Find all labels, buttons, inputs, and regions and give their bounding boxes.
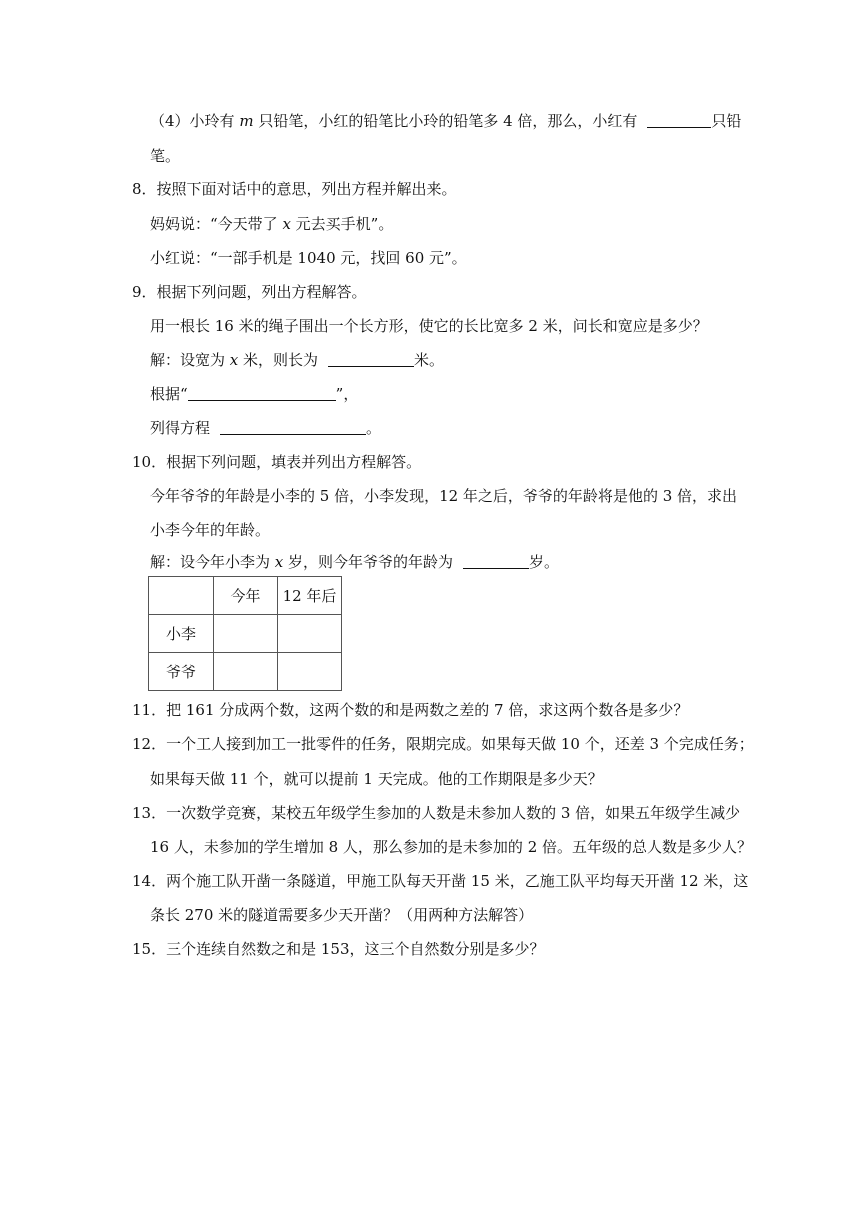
table-cell[interactable] bbox=[278, 653, 342, 691]
table-cell[interactable] bbox=[214, 615, 278, 653]
q8-text: 妈妈说：“今天带了 bbox=[150, 215, 283, 233]
q12-line1: 12．一个工人接到加工一批零件的任务，限期完成。如果每天做 10 个，还差 3 个完成任务； bbox=[132, 735, 754, 753]
q7-text: 只铅 bbox=[711, 112, 742, 130]
q9-equation-line bbox=[150, 418, 381, 438]
q9-text: 米。 bbox=[414, 351, 445, 369]
answer-blank[interactable] bbox=[328, 352, 414, 367]
table-header-cell: 12 年后 bbox=[278, 577, 342, 615]
variable-x: x bbox=[274, 553, 284, 571]
q9-problem: 用一根长 16 米的绳子围出一个长方形，使它的长比宽多 2 米，问长和宽应是多少？ bbox=[150, 317, 708, 335]
answer-blank[interactable] bbox=[463, 554, 529, 569]
q8-hong-line: 小红说：“一部手机是 1040 元，找回 60 元”。 bbox=[150, 249, 467, 267]
q11-text: 11．把 161 分成两个数，这两个数的和是两数之差的 7 倍，求这两个数各是多少？ bbox=[132, 701, 689, 719]
q8-text: 元去买手机”。 bbox=[290, 215, 394, 233]
q7-part4-line1 bbox=[150, 111, 741, 131]
q9-text: 。 bbox=[366, 419, 382, 437]
q13-line2: 16 人，未参加的学生增加 8 人，那么参加的是未参加的 2 倍。五年级的总人数是多少人？ bbox=[150, 838, 753, 856]
q10-solution-line bbox=[150, 552, 559, 572]
q9-solution-line bbox=[150, 350, 444, 370]
table-header-cell: 今年 bbox=[214, 577, 278, 615]
q9-text: ”， bbox=[335, 385, 359, 403]
variable-x: x bbox=[282, 215, 291, 233]
q9-title: 9．根据下列问题，列出方程解答。 bbox=[132, 283, 367, 301]
table-cell[interactable] bbox=[214, 653, 278, 691]
table-cell[interactable] bbox=[278, 615, 342, 653]
q10-text: 岁，则今年爷爷的年龄为 bbox=[283, 553, 454, 571]
table-header-cell bbox=[149, 577, 214, 615]
q10-text: 解：设今年小李为 bbox=[150, 553, 275, 571]
q13-line1: 13．一次数学竞赛，某校五年级学生参加的人数是未参加人数的 3 倍，如果五年级学生减少 bbox=[132, 804, 741, 822]
q8-title: 8．按照下面对话中的意思，列出方程并解出来。 bbox=[132, 180, 457, 198]
table-row bbox=[149, 653, 342, 691]
q10-problem-line1: 今年爷爷的年龄是小李的 5 倍，小李发现，12 年之后，爷爷的年龄将是他的 3 倍，求出 bbox=[150, 487, 738, 505]
answer-blank[interactable] bbox=[647, 113, 711, 128]
q12-line2: 如果每天做 11 个，就可以提前 1 天完成。他的工作期限是多少天？ bbox=[150, 770, 603, 788]
q7-text: 只铅笔，小红的铅笔比小玲的铅笔多 4 倍，那么，小红有 bbox=[253, 112, 638, 130]
table-row-label: 小李 bbox=[149, 615, 214, 653]
age-table bbox=[148, 576, 342, 691]
q10-title: 10．根据下列问题，填表并列出方程解答。 bbox=[132, 453, 422, 471]
table-header-row bbox=[149, 577, 342, 615]
q15-text: 15．三个连续自然数之和是 153，这三个自然数分别是多少？ bbox=[132, 940, 545, 958]
variable-x: x bbox=[229, 351, 239, 369]
answer-blank[interactable] bbox=[220, 420, 366, 435]
q14-line2: 条长 270 米的隧道需要多少天开凿？（用两种方法解答） bbox=[150, 906, 534, 924]
q9-basis-line bbox=[150, 384, 358, 404]
table-row-label: 爷爷 bbox=[149, 653, 214, 691]
q10-problem-line2: 小李今年的年龄。 bbox=[150, 521, 271, 539]
q7-part4-line2: 笔。 bbox=[150, 147, 181, 165]
q7-text: （4）小玲有 bbox=[150, 112, 240, 130]
q10-text: 岁。 bbox=[529, 553, 560, 571]
table-row bbox=[149, 615, 342, 653]
variable-m: m bbox=[239, 112, 254, 130]
q9-text: 列得方程 bbox=[150, 419, 211, 437]
q8-mom-line bbox=[150, 214, 393, 234]
q9-text: 解：设宽为 bbox=[150, 351, 230, 369]
q9-text: 根据“ bbox=[150, 385, 188, 403]
q9-text: 米，则长为 bbox=[238, 351, 319, 369]
q14-line1: 14．两个施工队开凿一条隧道，甲施工队每天开凿 15 米，乙施工队平均每天开凿 12 米，这 bbox=[132, 872, 749, 890]
answer-blank[interactable] bbox=[188, 386, 336, 401]
